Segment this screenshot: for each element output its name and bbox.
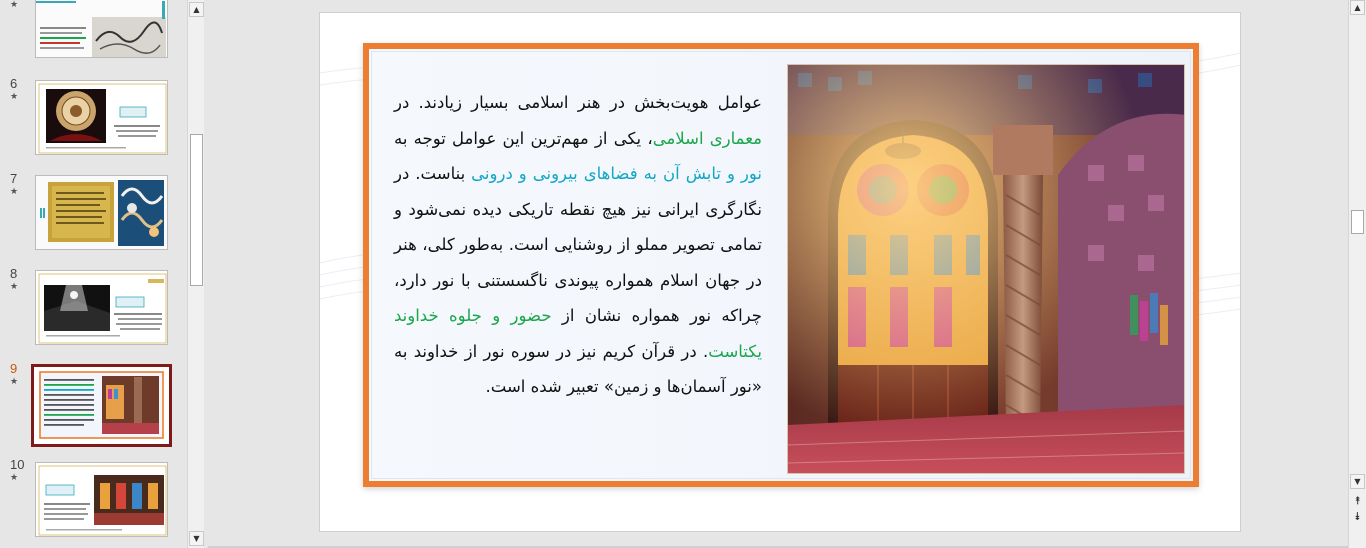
slide-number: 8 bbox=[10, 266, 18, 281]
scrollbar-thumb[interactable] bbox=[190, 134, 203, 286]
slide-number: 10 bbox=[10, 457, 25, 472]
scroll-up-icon: ▲ bbox=[1354, 2, 1361, 12]
thumbnail-scrollbar[interactable] bbox=[187, 0, 204, 548]
mosque-interior-photo[interactable] bbox=[787, 64, 1185, 474]
thumbnail-preview bbox=[35, 175, 168, 250]
thumbnail-preview bbox=[31, 364, 172, 447]
slide-number: 6 bbox=[10, 76, 18, 91]
scrollbar-thumb[interactable] bbox=[1351, 210, 1364, 234]
slide-thumbnail-pane bbox=[0, 0, 186, 548]
text-run: ، یکی از مهم‌ترین این عوامل توجه به bbox=[394, 128, 653, 148]
thumbnail-preview bbox=[35, 270, 168, 345]
star-icon: ★ bbox=[10, 0, 19, 10]
highlight-light-spaces: نور و تابش آن به فضاهای بیرونی و درونی bbox=[471, 164, 762, 183]
scroll-down-icon: ▼ bbox=[193, 533, 200, 543]
highlight-divine-presence: حضور و جلوه خداوند یکتاست bbox=[394, 306, 762, 361]
next-slide-button[interactable] bbox=[1350, 509, 1365, 524]
scroll-down-icon: ▼ bbox=[1354, 476, 1361, 486]
body-text-box[interactable] bbox=[394, 85, 762, 405]
slide-editor bbox=[208, 0, 1341, 548]
thumbnail-preview bbox=[35, 80, 168, 155]
thumbnail-preview bbox=[35, 0, 168, 58]
scroll-up-button[interactable] bbox=[1350, 0, 1365, 15]
star-icon: ★ bbox=[10, 92, 19, 102]
slide-number: 9 bbox=[10, 361, 18, 376]
text-run: بناست. در نگارگری ایرانی نیز هیچ نقطه تاریکی دیده نمی‌شود و تمامی تصویر مملو از روشنایی است. به‌طور کلی، هنر در جهان اسلام همواره پیوندی ناگسستنی با نور دارد، چراکه نور همواره نشان از bbox=[394, 164, 762, 325]
slide-canvas[interactable] bbox=[319, 12, 1241, 532]
star-icon: ★ bbox=[10, 282, 19, 292]
star-icon: ★ bbox=[10, 473, 19, 483]
star-icon: ★ bbox=[10, 377, 19, 387]
content-card[interactable] bbox=[363, 43, 1199, 487]
next-slide-icon: ⯯ bbox=[1354, 510, 1361, 523]
highlight-islamic-architecture: معماری اسلامی bbox=[652, 128, 762, 148]
text-run: عوامل هویت‌بخش در هنر اسلامی بسیار زیادند. در bbox=[394, 93, 762, 112]
thumbnail-preview bbox=[35, 462, 168, 537]
scroll-down-button[interactable] bbox=[1350, 474, 1365, 489]
slide-scrollbar[interactable] bbox=[1348, 0, 1366, 548]
slide-number: 7 bbox=[10, 171, 18, 186]
scroll-down-button[interactable] bbox=[189, 531, 204, 546]
scroll-up-icon: ▲ bbox=[193, 4, 200, 14]
text-run: . در قرآن کریم نیز در سوره نور از خداوند به «نور آسمان‌ها و زمین» تعبیر شده است. bbox=[394, 341, 762, 396]
scroll-up-button[interactable] bbox=[189, 2, 204, 17]
star-icon: ★ bbox=[10, 187, 19, 197]
previous-slide-icon: ⯭ bbox=[1354, 494, 1361, 507]
previous-slide-button[interactable] bbox=[1350, 493, 1365, 508]
